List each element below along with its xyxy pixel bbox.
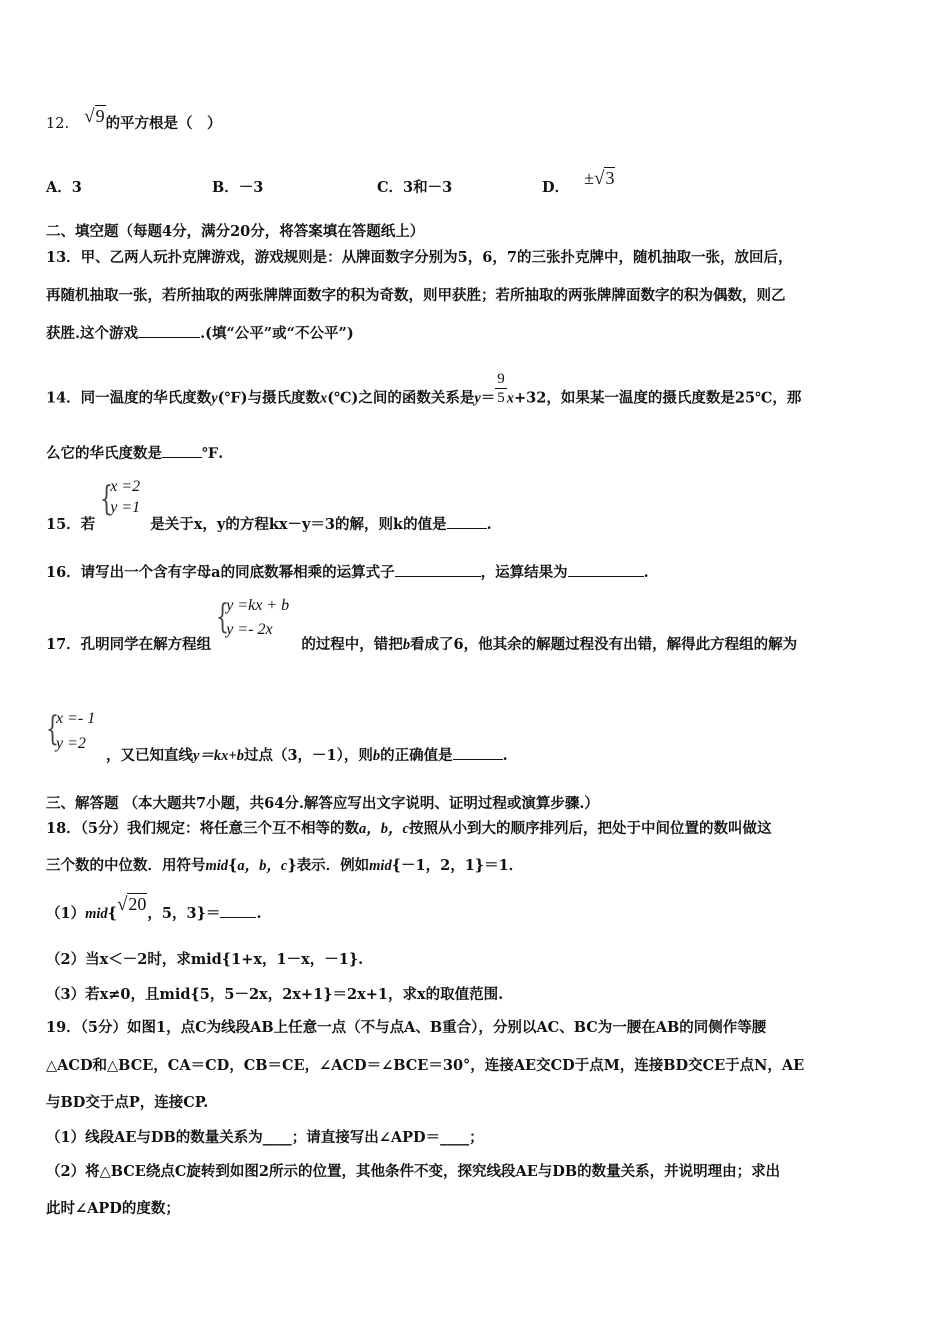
q13-line3: 获胜.这个游戏 .(填“公平”或“不公平”)	[46, 325, 354, 342]
answer-blank[interactable]	[453, 759, 503, 760]
answer-blank[interactable]	[395, 576, 481, 577]
q18-line1: 18．（5分）我们规定：将任意三个互不相等的数a，b，c按照从小到大的顺序排列后，把处于中间位置的数叫做这	[46, 820, 772, 837]
q18-part3: （3）若x≠0，且mid{5，5－2x，2x+1}＝2x+1，求x的取值范围.	[46, 986, 504, 1003]
q13-line1: 13．甲、乙两人玩扑克牌游戏，游戏规则是：从牌面数字分别为5，6，7的三张扑克牌中，随机抽取一张，放回后，	[46, 249, 793, 266]
q12-option-c: C．3和－3	[377, 179, 453, 196]
q19-part2b: 此时∠APD的度数；	[46, 1200, 180, 1217]
q18-part1: （1）mid{√20，5，3}＝ .	[46, 894, 262, 922]
answer-blank[interactable]	[220, 917, 256, 918]
q14-line1: 14．同一温度的华氏度数y(℉)与摄氏度数x(℃)之间的函数关系是y＝ $\frac{9}{5}$ x+32，如果某一温度的摄氏度数是25℃，那	[46, 371, 802, 407]
q19-line1: 19．（5分）如图1，点C为线段AB上任意一点（不与点A、B重合），分别以AC、BC为一腰在AB的同侧作等腰	[46, 1019, 767, 1036]
q17-line1: 17．孔明同学在解方程组 { y =kx + b y =- 2x 的过程中，错把b看成了6，他其余的解题过程没有出错，解得此方程组的解为	[46, 594, 797, 642]
answer-blank[interactable]	[568, 576, 644, 577]
q12-option-d: D． ±√3	[542, 168, 615, 196]
answer-blank[interactable]	[162, 457, 202, 458]
q17-solution: { x =- 1 y =2	[46, 709, 96, 752]
q12-option-b: B．－3	[212, 179, 264, 196]
answer-blank[interactable]	[447, 528, 487, 529]
section3-heading: 三、解答题 （本大题共7小题，共64分.解答应写出文字说明、证明过程或演算步骤.）	[46, 795, 599, 812]
q18-line2: 三个数的中位数．用符号mid{a，b，c}表示．例如mid{－1，2，1}＝1．	[46, 857, 524, 874]
pm-sqrt-3: ±√3	[584, 168, 615, 189]
q19-line3: 与BD交于点P，连接CP.	[46, 1094, 209, 1111]
section2-heading: 二、填空题（每题4分，满分20分，将答案填在答题纸上）	[46, 223, 425, 240]
q12-text: 的平方根是（ ）	[105, 115, 222, 132]
q12-number: 12.	[46, 116, 70, 132]
answer-blank[interactable]	[138, 337, 200, 338]
q18-part2: （2）当x＜－2时，求mid{1+x，1－x，－1}.	[46, 951, 364, 968]
q19-line2: △ACD和△BCE，CA＝CD，CB＝CE，∠ACD＝∠BCE＝30°，连接AE交CD于点M，连接BD交CE于点N，AE	[46, 1057, 805, 1074]
sqrt-20: √20	[116, 894, 147, 915]
q12-stem	[46, 106, 222, 134]
q17-line2: { x =- 1 y =2 ，又已知直线y＝kx+b过点（3，－1），则b的正确值是 .	[46, 706, 508, 754]
q13-line2: 再随机抽取一张，若所抽取的两张牌牌面数字的积为奇数，则甲获胜；若所抽取的两张牌牌面数字的积为偶数，则乙	[46, 287, 786, 304]
q17-system: { y =kx + b y =- 2x	[216, 597, 290, 638]
q12-option-a: A．3	[46, 179, 82, 196]
fraction-9-5: $\frac{9}{5}$	[497, 371, 505, 406]
q19-part2a: （2）将△BCE绕点C旋转到如图2所示的位置，其他条件不变，探究线段AE与DB的数量关系，并说明理由；求出	[46, 1163, 781, 1180]
q15-system: { x =2 y =1	[100, 478, 141, 519]
q16-line: 16．请写出一个含有字母a的同底数幂相乘的运算式子 ，运算结果为 .	[46, 564, 649, 581]
q15-line: 15．若 { x =2 y =1 是关于x，y的方程kx－y＝3的解，则k的值是 .	[46, 478, 492, 533]
q19-part1: （1）线段AE与DB的数量关系为____；请直接写出∠APD＝____；	[46, 1129, 484, 1146]
q14-line2: 么它的华氏度数是 ℉.	[46, 445, 224, 462]
sqrt-9: √9	[84, 106, 105, 127]
